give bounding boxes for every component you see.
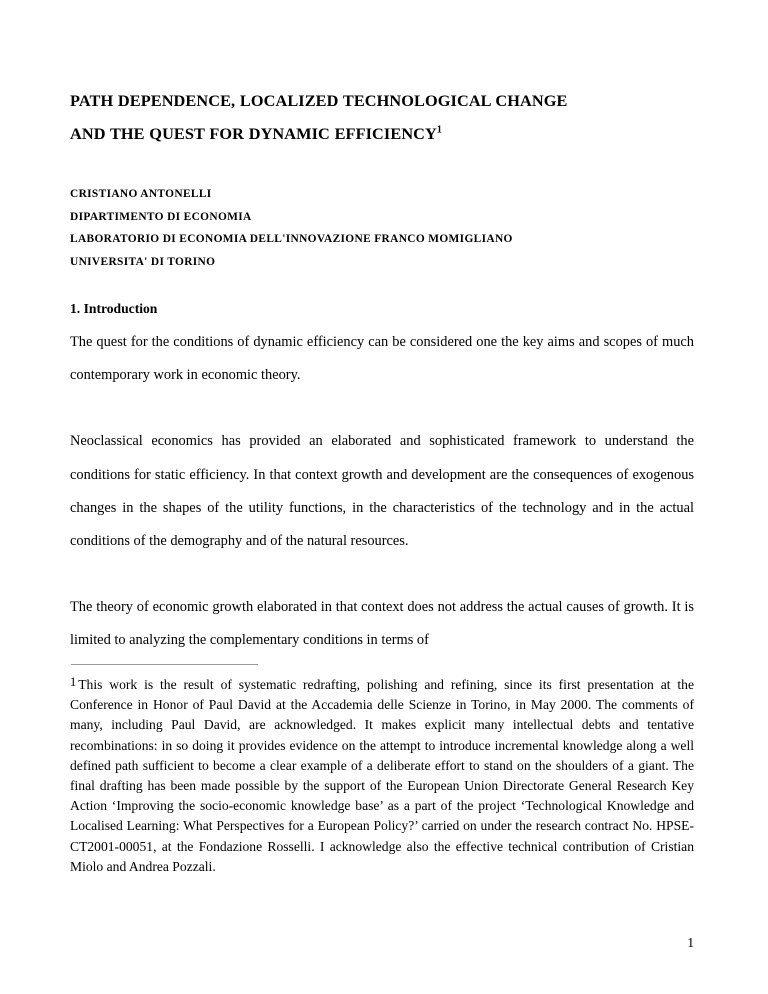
footnote-area bbox=[70, 660, 694, 877]
footnote-marker: 1 bbox=[70, 675, 77, 689]
author-university: UNIVERSITA' DI TORINO bbox=[70, 255, 216, 268]
footnote-text bbox=[70, 665, 694, 877]
author-name: CRISTIANO ANTONELLI bbox=[70, 188, 212, 200]
footnote-body: This work is the result of systematic redrafting, polishing and refining, since its first presentation at the Conference in Honor of Paul David at the Accademia delle Scienze in Torino, in May 2000. The comments of many, including Paul David, are acknowledged. It makes explicit many intellectual debts and tentative recombinations: in so doing it provides evidence on the attempt to introduce incremental knowledge along a well defined path sufficient to become a clear example of a deliberate effort to stand on the shoulders of a giant. The final drafting has been made possible by the support of the European Union Directorate General Research Key Action ‘Improving the socio-economic knowledge base’ as a part of the project ‘Technological Knowledge and Localised Learning: What Perspectives for a European Policy?’ carried on under the research contract No. HPSE-CT2001-00051, at the Fondazione Rosselli. I acknowledge also the effective technical contribution of Cristian Miolo and Andrea Pozzali. bbox=[70, 677, 694, 874]
section-heading-introduction: 1. Introduction bbox=[70, 301, 158, 316]
title-line-2: AND THE QUEST FOR DYNAMIC EFFICIENCY bbox=[70, 124, 437, 143]
author-department: DIPARTIMENTO DI ECONOMIA bbox=[70, 210, 252, 223]
body-paragraph: The quest for the conditions of dynamic efficiency can be considered one the key aims and scopes of much contemporary work in economic theory. bbox=[70, 334, 694, 384]
document-content-column bbox=[70, 0, 694, 658]
title-line-1: PATH DEPENDENCE, LOCALIZED TECHNOLOGICAL CHANGE bbox=[70, 91, 568, 110]
page-number: 1 bbox=[687, 935, 694, 950]
author-laboratory: LABORATORIO DI ECONOMIA DELL'INNOVAZIONE FRANCO MOMIGLIANO bbox=[70, 233, 513, 245]
author-affiliation-block bbox=[70, 150, 694, 273]
title-footnote-reference[interactable]: 1 bbox=[436, 124, 442, 136]
page-title bbox=[70, 0, 694, 150]
body-paragraph: Neoclassical economics has provided an elaborated and sophisticated framework to understand the conditions for static efficiency. In that context growth and development are the consequences of exogenous changes in the shapes of the utility functions, in the characteristics of the technology and in the actual conditions of the demography and of the natural resources. bbox=[70, 433, 694, 550]
body-paragraph: The theory of economic growth elaborated in that context does not address the actual causes of growth. It is limited to analyzing the complementary conditions in terms of bbox=[70, 599, 694, 649]
